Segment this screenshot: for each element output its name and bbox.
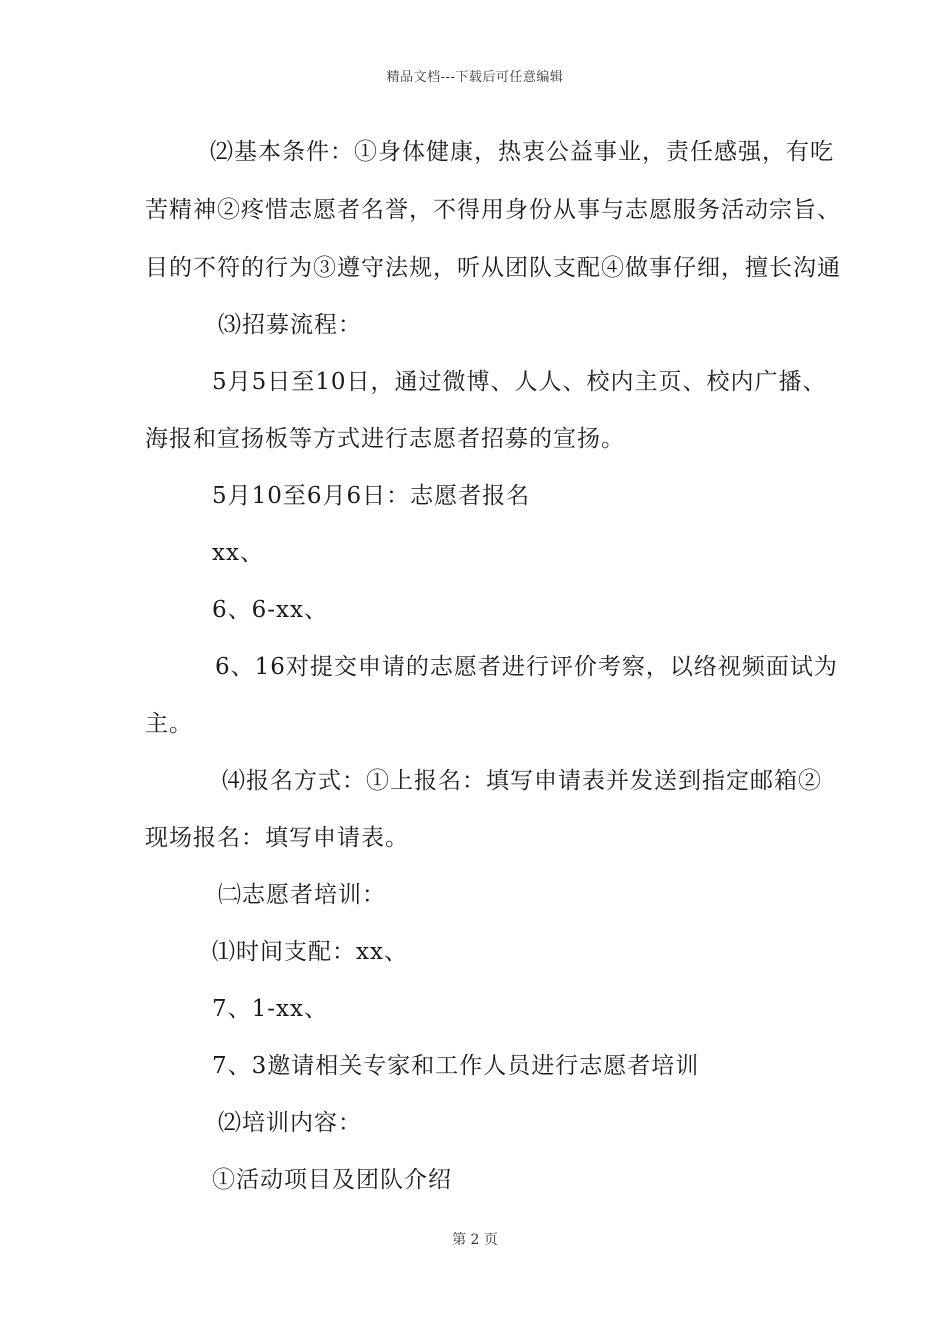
text-line: 6、16对提交申请的志愿者进行评价考察，以络视频面试为: [215, 654, 838, 680]
text-line: 现场报名：填写申请表。: [145, 825, 409, 851]
text-line: ①活动项目及团队介绍: [212, 1167, 452, 1193]
text-line: 5月5日至10日，通过微博、人人、校内主页、校内广播、: [212, 369, 827, 395]
page-number: 第 2 页: [452, 1232, 498, 1248]
text-line: 海报和宣扬板等方式进行志愿者招募的宣扬。: [145, 426, 625, 452]
text-line: ⑷报名方式：①上报名：填写申请表并发送到指定邮箱②: [222, 768, 822, 794]
text-line: 6、6-xx、: [212, 597, 328, 623]
text-line: ⑵培训内容：: [218, 1110, 362, 1136]
text-line: xx、: [212, 540, 264, 566]
text-line: 主。: [145, 711, 193, 737]
text-line: ⑴时间支配：xx、: [212, 939, 408, 965]
text-line: 目的不符的行为③遵守法规，听从团队支配④做事仔细，擅长沟通: [145, 255, 841, 281]
text-line: ⑵基本条件：①身体健康，热衷公益事业，责任感强，有吃: [210, 139, 834, 165]
text-line: ㈡志愿者培训：: [218, 882, 386, 908]
text-line: ⑶招募流程：: [218, 312, 362, 338]
text-line: 苦精神②疼惜志愿者名誉，不得用身份从事与志愿服务活动宗旨、: [145, 197, 841, 223]
text-line: 7、3邀请相关专家和工作人员进行志愿者培训: [212, 1053, 700, 1079]
text-line: 7、1-xx、: [212, 996, 328, 1022]
text-line: 5月10至6月6日：志愿者报名: [212, 483, 531, 509]
page-header: 精品文档---下载后可任意编辑: [386, 70, 564, 85]
